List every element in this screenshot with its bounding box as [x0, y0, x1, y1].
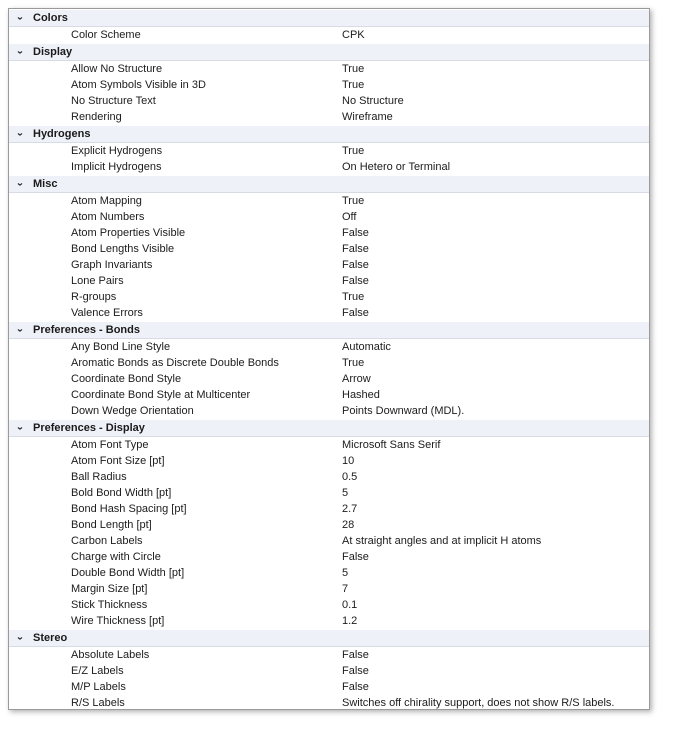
property-value[interactable]: True	[342, 291, 365, 303]
property-value[interactable]: False	[342, 243, 369, 255]
property-value[interactable]: False	[342, 665, 369, 677]
property-row-indent	[9, 305, 31, 322]
property-value[interactable]: True	[342, 145, 365, 157]
property-row[interactable]	[9, 403, 649, 420]
property-value[interactable]: 1.2	[342, 615, 358, 627]
property-row[interactable]	[9, 453, 649, 469]
property-row[interactable]	[9, 289, 649, 305]
property-row[interactable]	[9, 565, 649, 581]
property-row-indent	[9, 93, 31, 109]
chevron-glyph: ⌄	[15, 324, 25, 335]
chevron-glyph: ⌄	[15, 178, 25, 189]
property-row[interactable]	[9, 355, 649, 371]
property-group-spacer	[340, 176, 649, 193]
property-row-indent	[9, 695, 31, 710]
property-row-indent	[9, 679, 31, 695]
property-group-spacer	[340, 322, 649, 339]
property-name: Bond Hash Spacing [pt]	[71, 503, 187, 515]
property-value[interactable]: True	[342, 195, 365, 207]
property-row-indent	[9, 209, 31, 225]
chevron-glyph: ⌄	[15, 422, 25, 433]
property-row[interactable]	[9, 679, 649, 695]
property-row[interactable]	[9, 371, 649, 387]
chevron-glyph: ⌄	[15, 632, 25, 643]
property-value[interactable]: False	[342, 649, 369, 661]
property-row-indent	[9, 355, 31, 371]
property-name: E/Z Labels	[71, 665, 124, 677]
property-name: Bond Length [pt]	[71, 519, 152, 531]
chevron-down-icon[interactable]	[9, 44, 31, 61]
property-row[interactable]	[9, 387, 649, 403]
property-name: R/S Labels	[71, 697, 125, 709]
property-value[interactable]: Microsoft Sans Serif	[342, 439, 441, 451]
property-name: Rendering	[71, 111, 122, 123]
property-row[interactable]	[9, 241, 649, 257]
property-value[interactable]: False	[342, 259, 369, 271]
property-row-indent	[9, 387, 31, 403]
property-name: Atom Font Type	[71, 439, 149, 451]
property-name: Atom Properties Visible	[71, 227, 186, 239]
property-name: Any Bond Line Style	[71, 341, 171, 353]
property-grid-body	[9, 10, 649, 711]
property-value[interactable]: At straight angles and at implicit H atoms	[342, 535, 542, 547]
property-value[interactable]: Wireframe	[342, 111, 393, 123]
property-row-indent	[9, 225, 31, 241]
property-group-label: Preferences - Bonds	[31, 322, 340, 339]
property-row-indent	[9, 77, 31, 93]
chevron-down-icon[interactable]	[9, 176, 31, 193]
property-row-indent	[9, 517, 31, 533]
chevron-glyph: ⌄	[15, 12, 25, 23]
property-name: Carbon Labels	[71, 535, 143, 547]
property-name: Down Wedge Orientation	[71, 405, 194, 417]
property-name: Stick Thickness	[71, 599, 148, 611]
property-row-indent	[9, 273, 31, 289]
property-row-indent	[9, 485, 31, 501]
property-row[interactable]	[9, 77, 649, 93]
property-row-indent	[9, 437, 31, 454]
property-row-indent	[9, 663, 31, 679]
property-row[interactable]	[9, 663, 649, 679]
property-group-row[interactable]	[9, 176, 649, 193]
property-row[interactable]	[9, 257, 649, 273]
property-value[interactable]: Points Downward (MDL).	[342, 405, 465, 417]
property-value[interactable]: CPK	[342, 29, 365, 41]
property-name: Atom Font Size [pt]	[71, 455, 165, 467]
property-row[interactable]	[9, 437, 649, 454]
property-value[interactable]: 0.5	[342, 471, 358, 483]
property-row[interactable]	[9, 501, 649, 517]
property-value[interactable]: False	[342, 551, 369, 563]
property-row-indent	[9, 501, 31, 517]
property-group-spacer	[340, 10, 649, 27]
property-row-indent	[9, 533, 31, 549]
property-group-label: Misc	[31, 176, 340, 193]
property-name: Graph Invariants	[71, 259, 153, 271]
property-name: Atom Numbers	[71, 211, 145, 223]
property-value[interactable]: False	[342, 307, 369, 319]
property-name: Charge with Circle	[71, 551, 161, 563]
property-row-indent	[9, 257, 31, 273]
chevron-down-icon[interactable]	[9, 630, 31, 647]
property-group-spacer	[340, 630, 649, 647]
property-group-row[interactable]	[9, 630, 649, 647]
property-name: Lone Pairs	[71, 275, 124, 287]
property-value[interactable]: No Structure	[342, 95, 404, 107]
property-name: Coordinate Bond Style at Multicenter	[71, 389, 251, 401]
property-row-indent	[9, 581, 31, 597]
property-row-indent	[9, 289, 31, 305]
property-row[interactable]	[9, 647, 649, 664]
property-name: Coordinate Bond Style	[71, 373, 182, 385]
property-row[interactable]	[9, 695, 649, 710]
property-name: Wire Thickness [pt]	[71, 615, 165, 627]
property-row[interactable]	[9, 339, 649, 356]
property-value[interactable]: 0.1	[342, 599, 358, 611]
property-row-indent	[9, 241, 31, 257]
property-row[interactable]	[9, 159, 649, 176]
property-value[interactable]: True	[342, 79, 365, 91]
property-row-indent	[9, 403, 31, 420]
property-row[interactable]	[9, 225, 649, 241]
property-row[interactable]	[9, 581, 649, 597]
property-name: R-groups	[71, 291, 117, 303]
property-row[interactable]	[9, 209, 649, 225]
property-value[interactable]: 5	[342, 567, 349, 579]
property-name: Bond Lengths Visible	[71, 243, 175, 255]
property-row[interactable]	[9, 193, 649, 210]
property-name: Atom Symbols Visible in 3D	[71, 79, 206, 91]
property-value[interactable]: 28	[342, 519, 355, 531]
property-row-indent	[9, 159, 31, 176]
property-value[interactable]: 5	[342, 487, 349, 499]
property-row[interactable]	[9, 305, 649, 322]
property-value[interactable]: Automatic	[342, 341, 391, 353]
property-name: Color Scheme	[71, 29, 141, 41]
property-value[interactable]: Off	[342, 211, 357, 223]
property-group-spacer	[340, 420, 649, 437]
chevron-down-icon[interactable]	[9, 10, 31, 27]
chevron-down-icon[interactable]	[9, 322, 31, 339]
property-group-label: Preferences - Display	[31, 420, 340, 437]
property-name: Implicit Hydrogens	[71, 161, 162, 173]
property-name: M/P Labels	[71, 681, 126, 693]
property-name: Atom Mapping	[71, 195, 142, 207]
chevron-down-icon[interactable]	[9, 126, 31, 143]
property-grid-table	[9, 9, 649, 710]
property-group-label: Display	[31, 44, 340, 61]
property-name: Allow No Structure	[71, 63, 163, 75]
chevron-glyph: ⌄	[15, 128, 25, 139]
property-value[interactable]: False	[342, 227, 369, 239]
property-row[interactable]	[9, 143, 649, 160]
property-row-indent	[9, 613, 31, 630]
property-row-indent	[9, 469, 31, 485]
property-row[interactable]	[9, 533, 649, 549]
property-name: Absolute Labels	[71, 649, 150, 661]
property-name: No Structure Text	[71, 95, 156, 107]
property-row-indent	[9, 339, 31, 356]
property-value[interactable]: False	[342, 681, 369, 693]
property-group-row[interactable]	[9, 44, 649, 61]
property-row[interactable]	[9, 613, 649, 630]
property-row-indent	[9, 549, 31, 565]
property-row-indent	[9, 109, 31, 126]
property-row-indent	[9, 647, 31, 664]
property-value[interactable]: Switches off chirality support, does not show R/S labels.	[342, 697, 615, 709]
property-row-indent	[9, 597, 31, 613]
property-group-row[interactable]	[9, 322, 649, 339]
property-value[interactable]: 7	[342, 583, 349, 595]
property-value[interactable]: False	[342, 275, 369, 287]
property-name: Bold Bond Width [pt]	[71, 487, 172, 499]
property-group-label: Hydrogens	[31, 126, 340, 143]
property-row[interactable]	[9, 597, 649, 613]
chevron-down-icon[interactable]	[9, 420, 31, 437]
property-row[interactable]	[9, 61, 649, 78]
property-row-indent	[9, 27, 31, 44]
property-value[interactable]: 10	[342, 455, 355, 467]
property-row[interactable]	[9, 109, 649, 126]
property-name: Ball Radius	[71, 471, 127, 483]
property-value[interactable]: True	[342, 63, 365, 75]
property-group-label: Colors	[31, 10, 340, 27]
property-group-row[interactable]	[9, 10, 649, 27]
property-group-spacer	[340, 44, 649, 61]
property-group-spacer	[340, 126, 649, 143]
property-row-indent	[9, 565, 31, 581]
property-group-row[interactable]	[9, 420, 649, 437]
property-value[interactable]: True	[342, 357, 365, 369]
chevron-glyph: ⌄	[15, 46, 25, 57]
property-row-indent	[9, 61, 31, 78]
property-row[interactable]	[9, 93, 649, 109]
property-row-indent	[9, 453, 31, 469]
property-row[interactable]	[9, 549, 649, 565]
property-name: Valence Errors	[71, 307, 143, 319]
property-row[interactable]	[9, 469, 649, 485]
property-name: Margin Size [pt]	[71, 583, 148, 595]
property-name: Double Bond Width [pt]	[71, 567, 185, 579]
property-row-indent	[9, 193, 31, 210]
property-grid-panel[interactable]	[8, 8, 650, 710]
property-row-indent	[9, 143, 31, 160]
property-row[interactable]	[9, 517, 649, 533]
property-name: Aromatic Bonds as Discrete Double Bonds	[71, 357, 279, 369]
property-value[interactable]: On Hetero or Terminal	[342, 161, 451, 173]
property-value[interactable]: 2.7	[342, 503, 358, 515]
property-row[interactable]	[9, 485, 649, 501]
property-row-indent	[9, 371, 31, 387]
property-value[interactable]: Hashed	[342, 389, 380, 401]
property-name: Explicit Hydrogens	[71, 145, 163, 157]
property-row[interactable]	[9, 273, 649, 289]
property-group-row[interactable]	[9, 126, 649, 143]
property-group-label: Stereo	[31, 630, 340, 647]
property-value[interactable]: Arrow	[342, 373, 371, 385]
property-row[interactable]	[9, 27, 649, 44]
